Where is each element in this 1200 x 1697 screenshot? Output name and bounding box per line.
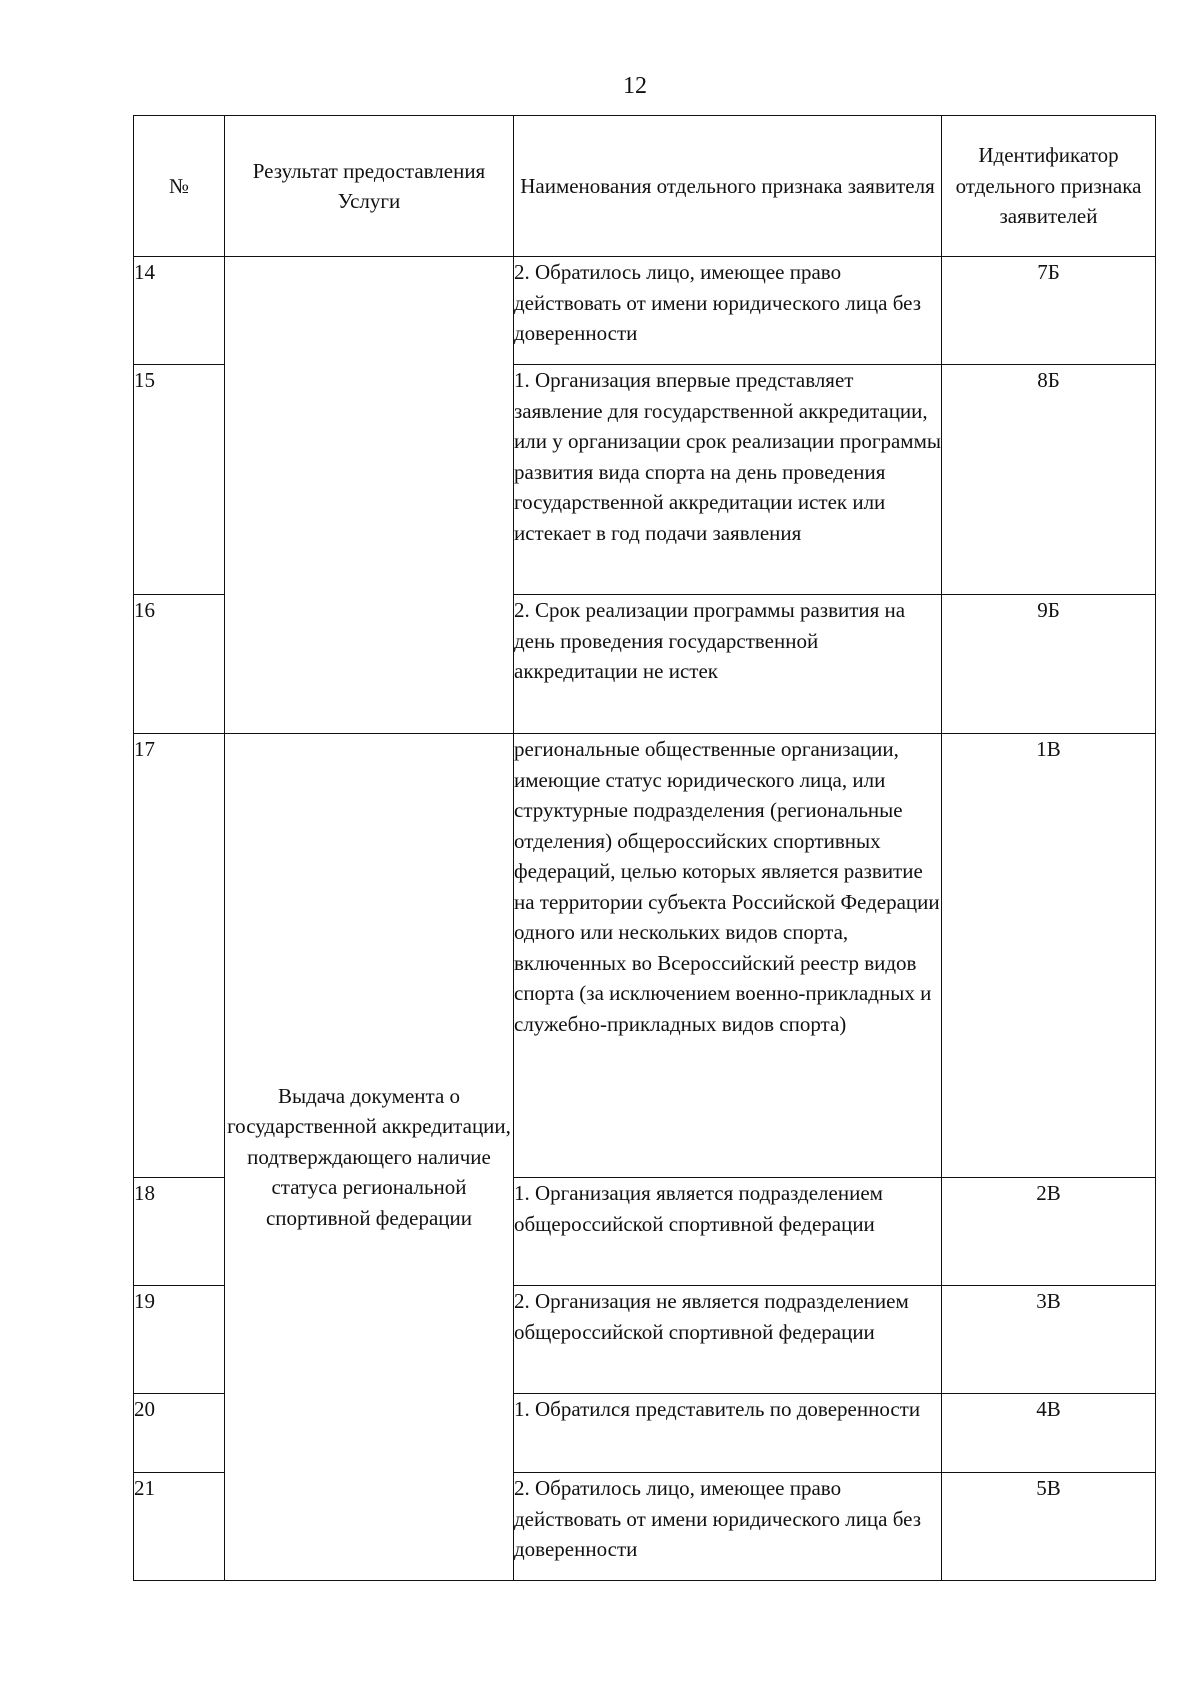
row-num: 15	[134, 365, 225, 595]
result-cell: Выдача документа о государственной аккредитации, подтверждающего наличие статуса региональной спортивной федерации	[225, 734, 514, 1581]
criterion-id: 4В	[942, 1394, 1156, 1473]
criterion-name: 1. Организация является подразделением общероссийской спортивной федерации	[514, 1178, 942, 1286]
row-num: 16	[134, 595, 225, 734]
header-num: №	[134, 116, 225, 257]
criterion-name: 1. Обратился представитель по доверенности	[514, 1394, 942, 1473]
row-num: 17	[134, 734, 225, 1178]
result-cell	[225, 257, 514, 734]
criterion-name: региональные общественные организации, имеющие статус юридического лица, или структурные подразделения (региональные отделения) общероссийских спортивных федераций, целью которых является развитие на территории субъекта Российской Федерации одного или нескольких видов спорта, включенных во Всероссийский реестр видов спорта (за исключением военно-прикладных и служебно-прикладных видов спорта)	[514, 734, 942, 1178]
row-num: 21	[134, 1473, 225, 1581]
criterion-id: 5В	[942, 1473, 1156, 1581]
criterion-id: 3В	[942, 1286, 1156, 1394]
table-row	[134, 734, 1156, 1178]
page-number: 12	[623, 73, 647, 99]
row-num: 18	[134, 1178, 225, 1286]
header-result: Результат предоставления Услуги	[225, 116, 514, 257]
criterion-name: 2. Организация не является подразделением общероссийской спортивной федерации	[514, 1286, 942, 1394]
criterion-id: 7Б	[942, 257, 1156, 365]
header-criterion-id: Идентификатор отдельного признака заявителей	[942, 116, 1156, 257]
criterion-name: 2. Обратилось лицо, имеющее право действовать от имени юридического лица без доверенности	[514, 1473, 942, 1581]
row-num: 20	[134, 1394, 225, 1473]
criterion-name: 2. Обратилось лицо, имеющее право действовать от имени юридического лица без доверенности	[514, 257, 942, 365]
row-num: 19	[134, 1286, 225, 1394]
criterion-id: 1В	[942, 734, 1156, 1178]
criterion-id: 2В	[942, 1178, 1156, 1286]
criterion-name: 2. Срок реализации программы развития на день проведения государственной аккредитации не истек	[514, 595, 942, 734]
table-header-row	[134, 116, 1156, 257]
table-row	[134, 257, 1156, 365]
criterion-name: 1. Организация впервые представляет заявление для государственной аккредитации, или у организации срок реализации программы развития вида спорта на день проведения государственной аккредитации истек или истекает в год подачи заявления	[514, 365, 942, 595]
header-criterion-name: Наименования отдельного признака заявителя	[514, 116, 942, 257]
applicant-criteria-table	[133, 115, 1156, 1581]
row-num: 14	[134, 257, 225, 365]
criterion-id: 8Б	[942, 365, 1156, 595]
criterion-id: 9Б	[942, 595, 1156, 734]
